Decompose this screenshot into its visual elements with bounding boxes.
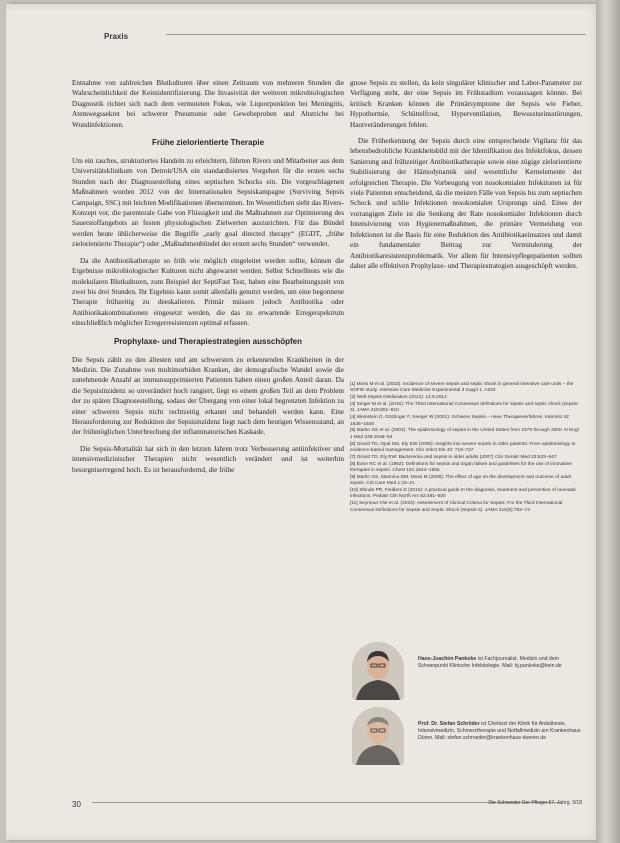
right-paragraph-1: gnose Sepsis zu stellen, da kein singulärer klinischer und Labor-Parameter zur Verfügung steht, der eine Sepsis im Frühstadium voraussagen könnte. Bei kritisch Kranken können die Primärsymptome der Sepsis wie Fieber, Hypothermie, Schüttelfrost, Hyperventilation, Bewusstseinsstörungen, Hautveränderungen fehlen. (350, 79, 582, 129)
reference-item: [6] Girard TD, Opal SM, Ely EW (2005): Insights into severe sepsis in older patients: From epidemiology to evidence-based management. Clin Infect Dis 40: 719–727 (350, 441, 576, 453)
author-photo (352, 707, 404, 765)
section-heading-1: Frühe zielorientierte Therapie (151, 138, 265, 148)
author-description: ist Chefarzt der Klinik für Anästhesie, Intensivmedizin, Schmerztherapie und Notfallmedizin am Krankenhaus Düren. Mail: stefan.schroeder@krankenhaus-dueren.de (418, 721, 581, 741)
author-name: Prof. Dr. Stefan Schröder (418, 721, 480, 727)
reference-item: [2] Welt Sepsis Deklaration (2013): 13.9.2013 (350, 395, 447, 401)
reference-item: [10] Shinde PR, Fiedlers D (2015): A practical guide to the diagnosis, treatment and prevention of neonatal infections. Pediatr Clin North Am 62:481–500 (350, 488, 576, 500)
reference-item: [8] Bone RC et al. (1992): Definitions for sepsis and organ failure and guidelines for the use of innovative therapies in sepsis. Chest 101:1644–1655 (350, 461, 572, 474)
author-photo (352, 642, 404, 700)
binding-edge (596, 0, 620, 843)
left-paragraph-4: Die Sepsis zählt zu den ältesten und am schwersten zu erkennenden Krankheiten in der Medizin. Die Zunahme von multimorbiden Kranken, der demografische Wandel sowie die zunehmende Anzahl an immunsupprimierten Patienten haben einen großen Anteil daran. Da die Sepsisinzidenz so unverändert hoch rangiert, liegt es einem großen Teil an dem Problem der zu späten Diagnosestellung, sodass der Übergang von einer lokal begrenzten Infektion zu einer schweren Sepsis nicht rechtzeitig erkannt und behandelt werden kann. Eine Herausforderung zur Reduktion der Sepsisinzidenz liegt nach dem heutigen Wissensstand, an der frühmöglichen Unterbrechung der inflammatorischen Kaskade. (72, 355, 344, 437)
author-description: ist Fachjournalist, Medizin und dem Schwerpunkt Klinische Infektiologie. Mail: hj.pankoke@kein.de (418, 656, 562, 669)
section-label: Praxis (104, 32, 129, 41)
magazine-page (6, 4, 602, 840)
reference-item: [5] Martin GS et al. (2003): The epidemiology of sepsis in the United States from 1979 through 2000. N Engl J Med 348:1546–54 (350, 428, 579, 440)
left-paragraph-2: Um ein rasches, strukturiertes Handeln zu erleichtern, führten Rivers und Mitarbeiter aus dem Universitätsklinikum von Detroit/USA ein standardisiertes Vorgehen für die ersten sechs Stunden nach der Diagnosestellung eines septischen Schocks ein. Die vorgeschlagenen Maßnahmen wurden 2012 von der Internationalen Sepsiskampagne (Surviving Sepsis Campaign, SSC) mit leichten Modifikationen übernommen. Im Wesentlichen sieht das Rivers-Konzept vor, die parenterale Gabe von Flüssigkeit und die Maßnahmen zur Optimierung des Sauerstoffangebots an festen physiologischen Zielwerten auszurichten. Für das Bündel werden heute üblicherweise die Begriffe „early goal directed therapy“ (EGDT, „frühe zielorientierte Therapie“) oder „Maßnahmenbündel der ersten sechs Stunden“ verwendet. (72, 157, 344, 249)
header-rule (166, 34, 586, 40)
magazine-info: Die Schwester Der Pfleger 57. Jahrg. 3/18 (488, 800, 582, 806)
left-paragraph-5: Die Sepsis-Mortalität hat sich in den letzten Jahren trotz Verbesserung antiinfektiver und intensivmedizinischer Therapien nicht wesentlich verändert und ist weiterhin besorgniserregend hoch. Es ist herausfordernd, die frühe (72, 444, 344, 474)
author-box-2 (352, 707, 584, 765)
page-number: 30 (72, 800, 81, 809)
reference-item: [7] Girard TD, Ely EW: Bacteremia and sepsis in older adults (2007) Clin Geriatr Med 23:633–647 (350, 454, 557, 460)
author-bio (418, 721, 584, 741)
right-paragraph-2: Die Früherkennung der Sepsis durch eine entsprechende Vigilanz für das lebensbedrohliche Krankheitsbild mit der Identifikation des Infektfokus, dessen Sanierung und frühzeitiger Antibiotikatherapie sowie eine zügige zielorientierte Stabilisierung der Hämodynamik sind wesentliche Kernelemente der erfolgreichen Therapie. Die Vorbeugung von nosokomialen Infektionen ist für viele Patienten entscheidend, da die meisten Fälle von Sepsis bis zum septischen Schock und schlie Infektionen nosokomialen Ursprungs sind. Eines der vorrangigen Ziele ist die Senkung der Rate nosokomialer Infektionen durch Intensivierung von Hygienemaßnahmen, die primäre Vermeidung von Infektionen ist die Basis für eine Reduktion des Antibiotikaeinsatzes und damit ein fundamentaler Beitrag zur Verminderung der Antibiotikaresistenzproblematik. Vor allem für Intensivpflegepatienten sollten daher alle effektiven Prophylaxe- und Therapiestrategien ausgeschöpft werden. (350, 137, 582, 270)
author-box-1 (352, 642, 584, 700)
reference-item: [3] Singer M et al. (2016): The Third International Consensus definitions for sepsis and septic shock (sepsis-3). JAMA 315:801–810 (350, 402, 579, 414)
author-bio (418, 656, 584, 670)
author-portrait-icon (352, 707, 404, 765)
right-column (350, 78, 582, 277)
reference-item: [4] Weinstein D, Götzinger F, Seeger W (2001): Schwere Sepsis – neue Therapieverfahren. Internist 42: 1635–1648 (350, 415, 571, 427)
section-heading-2: Prophylaxe- und Therapiestrategien ausschöpfen (113, 336, 303, 346)
left-column (72, 78, 344, 481)
reference-list (350, 382, 582, 514)
left-paragraph-3: Da die Antibiotikatherapie so früh wie möglich eingeleitet werden sollte, können die Ergebnisse mikrobiologischer Kulturen nicht abgewartet werden. Selbst Schnelltests wie die molekularen Blutkulturen, zum Beispiel der SeptiFast Test, haben eine Bearbeitungszeit von zwei bis drei Stunden. Ihr Ergebnis kann somit allenfalls genutzt werden, um eine begonnene Therapie frühzeitig zu deeskalieren. Primär müssen jedoch Antibiotika oder Antibiotikakombinationen eingesetzt werden, die das zu erwartende Erregerspektrum einschließlich möglicher Erregerresistenzen optimal erfassen. (72, 256, 344, 328)
author-portrait-icon (352, 642, 404, 700)
reference-item: [11] Seymour CW et al. (2016): Assessment of Clinical Criteria for Sepsis: For the Third International Consensus Definitions for Sepsis and Septic Shock (Sepsis-3). JAMA 315(8):762–74 (350, 501, 563, 513)
reference-item: [1] Moss M et al. (2015). Incidence of severe sepsis and septic shock in general intensive care units – the SOFIE study. Intensive Care Medicine Experimental 3 Suppl 1: A233 (350, 382, 574, 394)
reference-item: [9] Martin GS, Mannino DM, Moss M (2006): The effect of age on the development and outcome of adult sepsis. Crit Care Med 1:15–21 (350, 474, 571, 487)
left-paragraph-1: Entnahme von zahlreichen Blutkulturen über einen Zeitraum von mehreren Stunden die Wahrscheinlichkeit der Keimidentifizierung. Die Invasivität der weiteren mikrobiologischen Diagnostik richtet sich nach dem vermuteten Fokus, wie Liquorpunktion bei Meningitis, Atemwegssekret bei schwerer Pneumonie oder Gewebeproben und Abstriche bei Wundinfektionen. (72, 79, 344, 129)
author-name: Hans-Joachim Pankoke (418, 656, 477, 662)
